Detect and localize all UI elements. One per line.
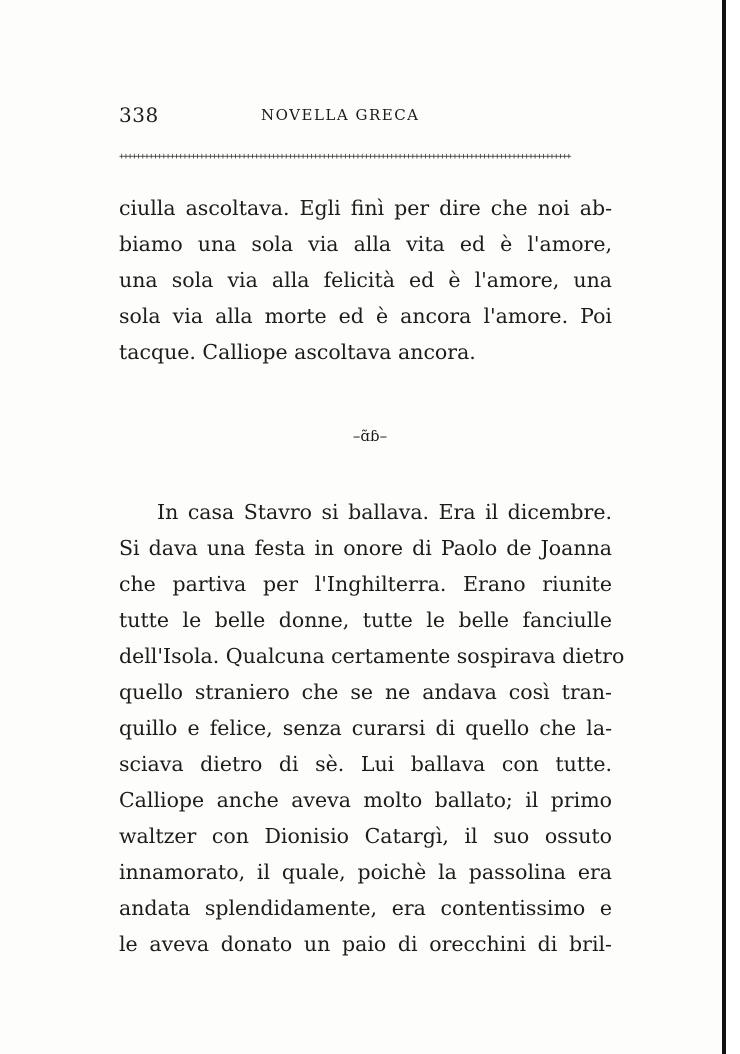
text-line: quillo e felice, senza curarsi di quello che la- <box>119 716 612 740</box>
text-line: In casa Stavro si ballava. Era il dicembre. <box>119 500 612 524</box>
text-line: dell'Isola. Qualcuna certamente sospirava dietro <box>119 644 625 668</box>
page-edge-margin <box>726 0 740 1054</box>
section-break-ornament: –ɑ̃ɓ– <box>352 427 388 445</box>
text-line: andata splendidamente, era contentissimo e <box>119 896 612 920</box>
text-line: le aveva donato un paio di orecchini di bril- <box>119 932 612 956</box>
text-line: waltzer con Dionisio Catargì, il suo ossuto <box>119 824 612 848</box>
text-line: ciulla ascoltava. Egli finì per dire che noi ab- <box>119 196 612 220</box>
paragraph-new-section <box>119 494 625 962</box>
text-line: una sola via alla felicità ed è l'amore, una <box>119 268 612 292</box>
text-line: innamorato, il quale, poichè la passolina era <box>119 860 612 884</box>
running-title: NOVELLA GRECA <box>261 106 420 124</box>
ornamental-rule: +++++++++++++++++++++++++++++++++++++++++++++++++++++++++++++++++++++++++++++++++++++++++++++++++++++++++++ <box>119 152 571 162</box>
text-line: Si dava una festa in onore di Paolo de Joanna <box>119 536 612 560</box>
text-line: Calliope anche aveva molto ballato; il primo <box>119 788 612 812</box>
text-line: sola via alla morte ed è ancora l'amore. Poi <box>119 304 612 328</box>
page-number: 338 <box>119 103 159 127</box>
running-head <box>119 103 612 129</box>
text-line: sciava dietro di sè. Lui ballava con tutte. <box>119 752 612 776</box>
text-line: quello straniero che se ne andava così tran- <box>119 680 612 704</box>
paragraph-continued <box>119 190 612 370</box>
text-line: tutte le belle donne, tutte le belle fanciulle <box>119 608 612 632</box>
text-line: che partiva per l'Inghilterra. Erano riunite <box>119 572 612 596</box>
text-line: tacque. Calliope ascoltava ancora. <box>119 340 476 364</box>
text-line: biamo una sola via alla vita ed è l'amore, <box>119 232 612 256</box>
